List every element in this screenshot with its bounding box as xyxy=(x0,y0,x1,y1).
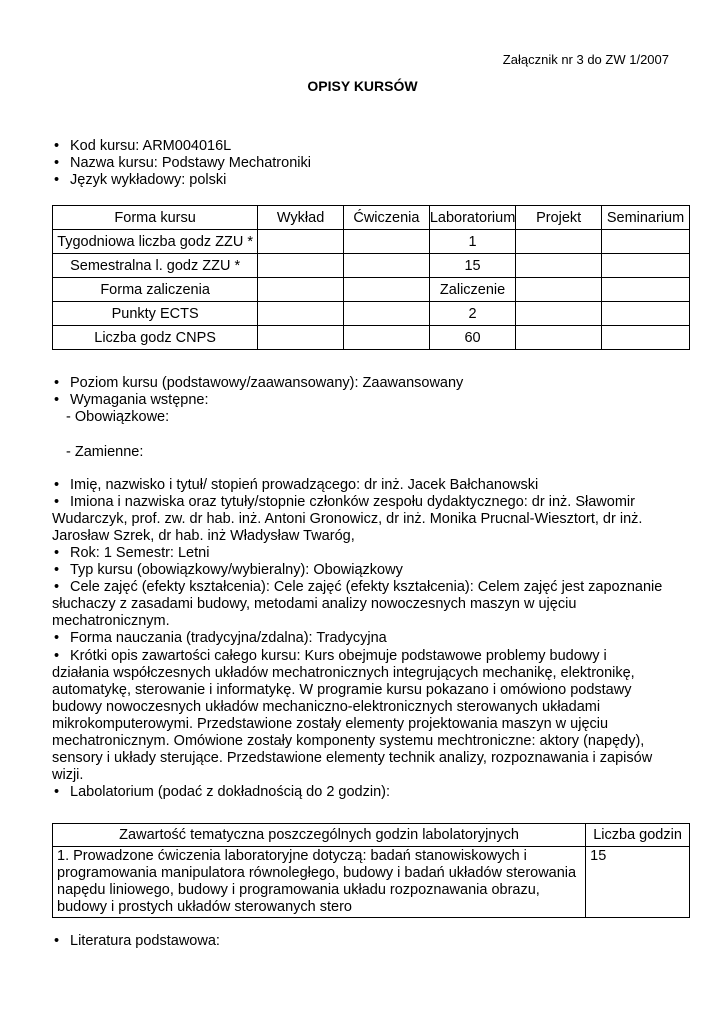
lab-topic-line: programowania manipulatora równoległego, budowy i badań układów sterowania xyxy=(57,865,577,881)
course-level: • Poziom kursu (podstawowy/zaawansowany): Zaawansowany xyxy=(52,375,463,392)
table-cell xyxy=(258,254,344,278)
continuation-line: wizji. xyxy=(52,766,84,783)
table-cell xyxy=(516,302,602,326)
table-cell xyxy=(258,278,344,302)
table-cell xyxy=(602,326,690,350)
header-cell: Laboratorium xyxy=(429,206,515,230)
table-cell xyxy=(602,302,690,326)
page-title: OPISY KURSÓW xyxy=(307,78,418,94)
lab-hours-header: Liczba godzin xyxy=(586,824,690,847)
continuation-line: Wudarczyk, prof. zw. dr hab. inż. Antoni Gronowicz, dr inż. Monika Prucnal-Wiesztort, dr inż. xyxy=(52,511,643,528)
lab-topic-line: 1. Prowadzone ćwiczenia laboratoryjne dotyczą: badań stanowiskowych i xyxy=(57,848,527,864)
lab-topic-line: napędu liniowego, budowy i programowania układu rozpoznawania obrazu, xyxy=(57,882,540,898)
table-cell xyxy=(516,254,602,278)
table-row xyxy=(53,230,690,254)
bullet-item: • Krótki opis zawartości całego kursu: Kurs obejmuje podstawowe problemy budowy i xyxy=(52,648,607,665)
table-cell xyxy=(516,326,602,350)
row-label: Punkty ECTS xyxy=(53,302,258,326)
bullet-item: • Imiona i nazwiska oraz tytuły/stopnie członków zespołu dydaktycznego: dr inż. Sławomir xyxy=(52,494,635,511)
table-cell xyxy=(343,254,429,278)
literature-heading: • Literatura podstawowa: xyxy=(52,933,220,950)
lab-topic-line: budowy i prostych układów sterowanych stero xyxy=(57,899,352,915)
header-cell: Forma kursu xyxy=(53,206,258,230)
table-cell xyxy=(516,230,602,254)
continuation-line: mechatronicznym. xyxy=(52,613,170,630)
lab-content-table xyxy=(52,823,690,918)
continuation-line: mikrokomputerowymi. Przedstawione zostały elementy projektowania maszyn w ujęciu xyxy=(52,715,609,732)
continuation-line: słuchaczy z zasadami budowy, metodami analizy nowoczesnych maszyn w ujęciu xyxy=(52,596,577,613)
prerequisites-title: • Wymagania wstępne: xyxy=(52,392,209,409)
table-cell xyxy=(258,302,344,326)
table-cell: Zaliczenie xyxy=(429,278,515,302)
continuation-line: sensory i układy sterujące. Przedstawione elementy technik analizy, rozpoznawania i zapisów xyxy=(52,749,653,766)
row-label: Forma zaliczenia xyxy=(53,278,258,302)
header-cell: Ćwiczenia xyxy=(343,206,429,230)
continuation-line: Jarosław Szrek, dr hab. inż Władysław Twaróg, xyxy=(52,528,355,545)
table-cell xyxy=(343,326,429,350)
bullet-item: • Imię, nazwisko i tytuł/ stopień prowadzącego: dr inż. Jacek Bałchanowski xyxy=(52,477,538,494)
table-cell xyxy=(516,278,602,302)
table-header-row xyxy=(53,824,690,847)
table-cell: 15 xyxy=(429,254,515,278)
prerequisites-alternative: - Zamienne: xyxy=(66,444,144,460)
table-row xyxy=(53,302,690,326)
continuation-line: automatykę, sterowanie i informatykę. W programie kursu pokazano i omówiono podstawy xyxy=(52,681,632,698)
lab-topic-cell xyxy=(53,847,586,918)
table-header-row xyxy=(53,206,690,230)
course-name: • Nazwa kursu: Podstawy Mechatroniki xyxy=(52,155,311,172)
course-language: • Język wykładowy: polski xyxy=(52,172,226,189)
table-cell xyxy=(602,254,690,278)
continuation-line: działania współczesnych układów mechatronicznych integrujących mechanikę, elektronikę, xyxy=(52,664,635,681)
attachment-note: Załącznik nr 3 do ZW 1/2007 xyxy=(502,52,669,67)
bullet-item: • Cele zajęć (efekty kształcenia): Cele zajęć (efekty kształcenia): Celem zajęć jest zapoznanie xyxy=(52,579,662,596)
table-cell: 60 xyxy=(429,326,515,350)
row-label: Liczba godz CNPS xyxy=(53,326,258,350)
row-label: Semestralna l. godz ZZU * xyxy=(53,254,258,278)
table-cell: 1 xyxy=(429,230,515,254)
lab-topic-header: Zawartość tematyczna poszczególnych godzin labolatoryjnych xyxy=(53,824,586,847)
course-form-table xyxy=(52,205,690,350)
bullet-item: • Typ kursu (obowiązkowy/wybieralny): Obowiązkowy xyxy=(52,562,403,579)
table-cell xyxy=(343,230,429,254)
table-cell: 2 xyxy=(429,302,515,326)
continuation-line: budowy nowoczesnych układów mechaniczno-elektronicznych sterowanych układami xyxy=(52,698,601,715)
continuation-line: mechatronicznym. Omówione zostały komponenty systemu mechtroniczne: aktory (napędy), xyxy=(52,732,645,749)
table-cell xyxy=(602,278,690,302)
bullet-item: • Forma nauczania (tradycyjna/zdalna): Tradycyjna xyxy=(52,630,387,647)
table-cell xyxy=(258,326,344,350)
lab-hours-cell: 15 xyxy=(586,847,690,918)
course-code: • Kod kursu: ARM004016L xyxy=(52,138,231,155)
table-cell xyxy=(343,278,429,302)
table-cell xyxy=(602,230,690,254)
bullet-item: • Labolatorium (podać z dokładnością do 2 godzin): xyxy=(52,784,390,801)
table-row xyxy=(53,254,690,278)
table-cell xyxy=(343,302,429,326)
bullet-item: • Rok: 1 Semestr: Letni xyxy=(52,545,209,562)
header-cell: Wykład xyxy=(258,206,344,230)
table-row xyxy=(53,847,690,918)
header-cell: Projekt xyxy=(516,206,602,230)
table-row xyxy=(53,326,690,350)
table-row xyxy=(53,278,690,302)
header-cell: Seminarium xyxy=(602,206,690,230)
table-cell xyxy=(258,230,344,254)
prerequisites-mandatory: - Obowiązkowe: xyxy=(66,409,170,425)
row-label: Tygodniowa liczba godz ZZU * xyxy=(53,230,258,254)
